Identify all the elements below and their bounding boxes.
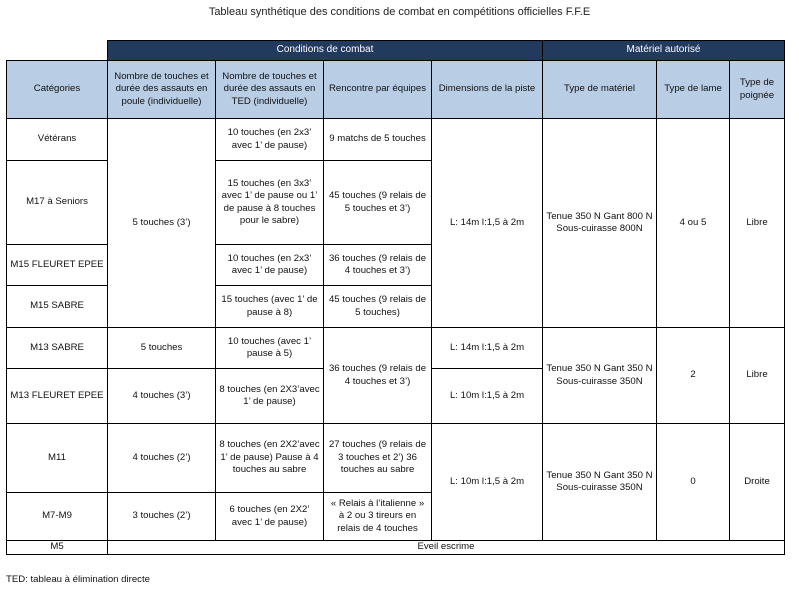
ted-cell: 10 touches (en 2x3’ avec 1’ de pause) — [216, 245, 324, 286]
group-header-row — [7, 41, 785, 61]
equipes-cell: 36 touches (9 relais de 4 touches et 3’) — [324, 328, 432, 424]
poule-cell: 4 touches (2’) — [108, 424, 216, 493]
table-row — [7, 119, 785, 161]
equipes-cell: 36 touches (9 relais de 4 touches et 3’) — [324, 245, 432, 286]
poule-cell: 5 touches — [108, 328, 216, 369]
lame-cell: 2 — [657, 328, 730, 424]
col-header-categories: Catégories — [7, 61, 108, 119]
poule-cell: 3 touches (2’) — [108, 493, 216, 541]
poignee-cell: Libre — [730, 119, 785, 328]
combat-conditions-table — [6, 40, 785, 555]
ted-cell: 10 touches (avec 1’ pause à 5) — [216, 328, 324, 369]
category-cell: M13 FLEURET EPEE — [7, 369, 108, 424]
poule-cell: 5 touches (3’) — [108, 119, 216, 328]
col-header-piste: Dimensions de la piste — [432, 61, 543, 119]
ted-cell: 15 touches (avec 1’ de pause à 8) — [216, 286, 324, 328]
group-materiel-header: Matériel autorisé — [543, 41, 785, 61]
poignee-cell: Droite — [730, 424, 785, 541]
table-row — [7, 541, 785, 555]
column-header-row — [7, 61, 785, 119]
category-cell: M13 SABRE — [7, 328, 108, 369]
category-cell: Vétérans — [7, 119, 108, 161]
col-header-materiel: Type de matériel — [543, 61, 657, 119]
category-cell: M11 — [7, 424, 108, 493]
piste-cell: L: 10m l:1,5 à 2m — [432, 424, 543, 541]
piste-cell: L: 10m l:1,5 à 2m — [432, 369, 543, 424]
poule-cell: 4 touches (3’) — [108, 369, 216, 424]
poignee-cell: Libre — [730, 328, 785, 424]
category-cell: M17 à Seniors — [7, 161, 108, 245]
table-row — [7, 328, 785, 369]
ted-cell: 10 touches (en 2x3’ avec 1’ de pause) — [216, 119, 324, 161]
lame-cell: 0 — [657, 424, 730, 541]
col-header-ted: Nombre de touches et durée des assauts en TED (individuelle) — [216, 61, 324, 119]
piste-cell: L: 14m l:1,5 à 2m — [432, 119, 543, 328]
category-cell: M15 SABRE — [7, 286, 108, 328]
col-header-lame: Type de lame — [657, 61, 730, 119]
category-cell: M5 — [7, 541, 108, 555]
col-header-poule: Nombre de touches et durée des assauts en poule (individuelle) — [108, 61, 216, 119]
equipes-cell: 9 matchs de 5 touches — [324, 119, 432, 161]
col-header-poignee: Type de poignée — [730, 61, 785, 119]
footnote: TED: tableau à élimination directe — [6, 574, 150, 585]
eveil-escrime-cell: Eveil escrime — [108, 541, 785, 555]
equipes-cell: 27 touches (9 relais de 3 touches et 2’) 36 touches au sabre — [324, 424, 432, 493]
document-title: Tableau synthétique des conditions de combat en compétitions officielles F.F.E — [208, 6, 591, 18]
equipes-cell: 45 touches (9 relais de 5 touches et 3’) — [324, 161, 432, 245]
col-header-equipes: Rencontre par équipes — [324, 61, 432, 119]
materiel-cell: Tenue 350 N Gant 800 N Sous-cuirasse 800N — [543, 119, 657, 328]
table-row — [7, 424, 785, 493]
group-conditions-header: Conditions de combat — [108, 41, 543, 61]
piste-cell: L: 14m l:1,5 à 2m — [432, 328, 543, 369]
ted-cell: 6 touches (en 2X2’ avec 1’ de pause) — [216, 493, 324, 541]
ted-cell: 8 touches (en 2X3’avec 1’ de pause) — [216, 369, 324, 424]
category-cell: M7-M9 — [7, 493, 108, 541]
equipes-cell: « Relais à l’italienne » à 2 ou 3 tireurs en relais de 4 touches — [324, 493, 432, 541]
category-cell: M15 FLEURET EPEE — [7, 245, 108, 286]
lame-cell: 4 ou 5 — [657, 119, 730, 328]
equipes-cell: 45 touches (9 relais de 5 touches) — [324, 286, 432, 328]
header-spacer — [7, 41, 108, 61]
materiel-cell: Tenue 350 N Gant 350 N Sous-cuirasse 350N — [543, 328, 657, 424]
ted-cell: 15 touches (en 3x3’ avec 1’ de pause ou 1’ de pause à 8 touches pour le sabre) — [216, 161, 324, 245]
materiel-cell: Tenue 350 N Gant 350 N Sous-cuirasse 350N — [543, 424, 657, 541]
ted-cell: 8 touches (en 2X2’avec 1’ de pause) Pause à 4 touches au sabre — [216, 424, 324, 493]
